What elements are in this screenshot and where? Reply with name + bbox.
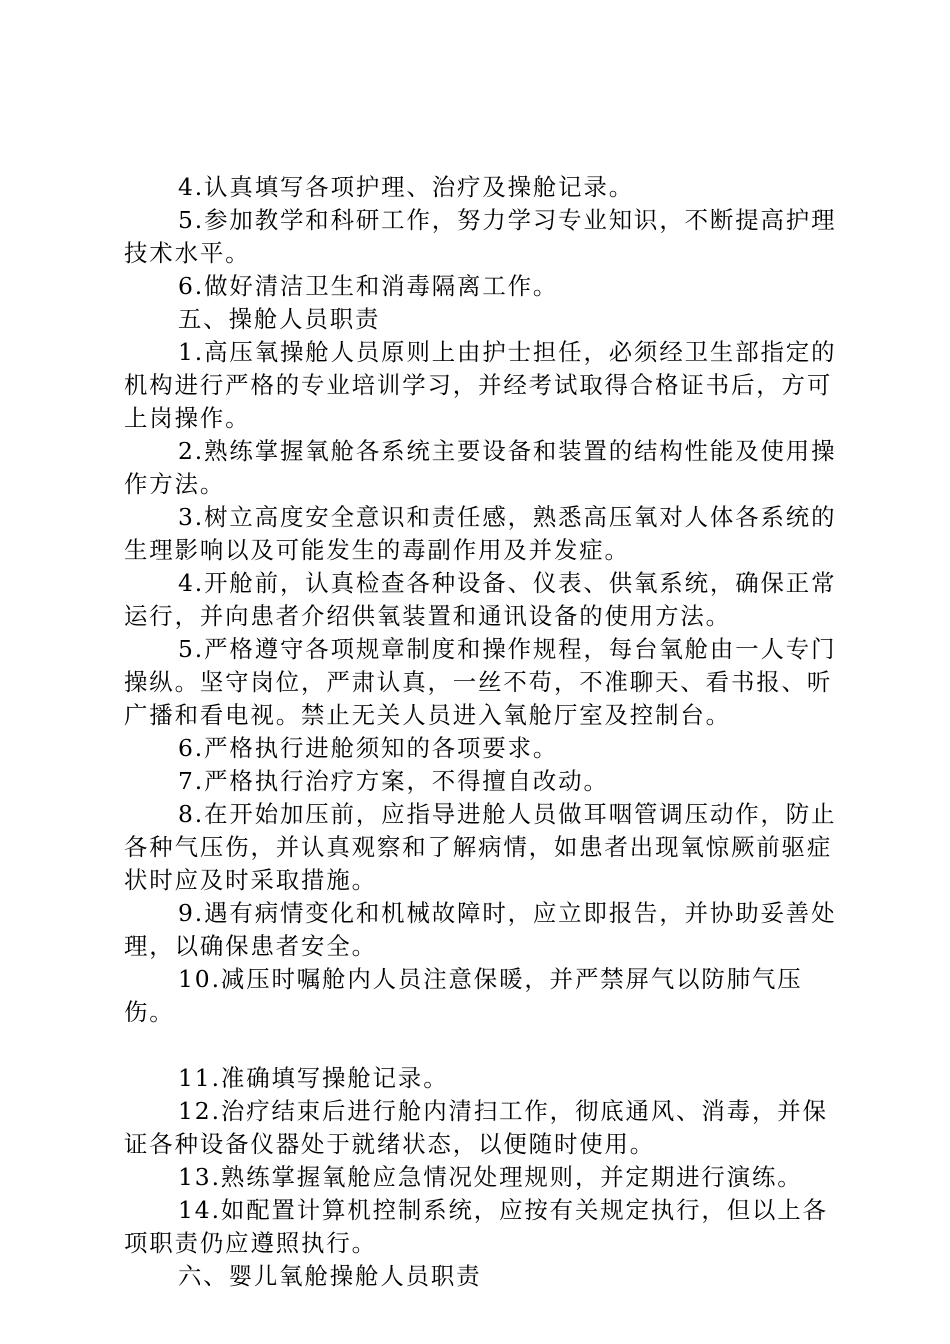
paragraph-duty-1: 1.高压氧操舱人员原则上由护士担任，必须经卫生部指定的机构进行严格的专业培训学习，并经考试取得合格证书后，方可上岗操作。 bbox=[124, 338, 837, 432]
paragraph-duty-3: 3.树立高度安全意识和责任感，熟悉高压氧对人体各系统的生理影响以及可能发生的毒副作用及并发症。 bbox=[124, 503, 837, 564]
paragraph-duty-2: 2.熟练掌握氧舱各系统主要设备和装置的结构性能及使用操作方法。 bbox=[124, 437, 837, 498]
section-heading-6: 六、婴儿氧舱操舱人员职责 bbox=[178, 1262, 482, 1290]
paragraph-duty-13: 13.熟练掌握氧舱应急情况处理规则，并定期进行演练。 bbox=[178, 1163, 803, 1191]
paragraph-duty-5: 5.严格遵守各项规章制度和操作规程，每台氧舱由一人专门操纵。坚守岗位，严肃认真，一丝不苟，不准聊天、看书报、听广播和看电视。禁止无关人员进入氧舱厅室及控制台。 bbox=[124, 635, 837, 729]
document-body bbox=[124, 171, 840, 1293]
paragraph-duty-9: 9.遇有病情变化和机械故障时，应立即报告，并协助妥善处理，以确保患者安全。 bbox=[124, 899, 837, 960]
paragraph-duty-12: 12.治疗结束后进行舱内清扫工作，彻底通风、消毒，并保证各种设备仪器处于就绪状态，以便随时使用。 bbox=[124, 1097, 828, 1158]
section-heading-5: 五、操舱人员职责 bbox=[178, 305, 381, 333]
paragraph-duty-10: 10.减压时嘱舱内人员注意保暖，并严禁屏气以防肺气压伤。 bbox=[124, 965, 803, 1026]
paragraph-duty-14: 14.如配置计算机控制系统，应按有关规定执行，但以上各项职责仍应遵照执行。 bbox=[124, 1196, 828, 1257]
paragraph-item-6-hygiene: 6.做好清洁卫生和消毒隔离工作。 bbox=[178, 272, 559, 300]
paragraph-duty-7: 7.严格执行治疗方案，不得擅自改动。 bbox=[178, 767, 609, 795]
paragraph-duty-4: 4.开舱前，认真检查各种设备、仪表、供氧系统，确保正常运行，并向患者介绍供氧装置和通讯设备的使用方法。 bbox=[124, 569, 837, 630]
paragraph-duty-8: 8.在开始加压前，应指导进舱人员做耳咽管调压动作，防止各种气压伤，并认真观察和了解病情，如患者出现氧惊厥前驱症状时应及时采取措施。 bbox=[124, 800, 837, 894]
paragraph-item-5-teaching: 5.参加教学和科研工作，努力学习专业知识，不断提高护理技术水平。 bbox=[124, 206, 837, 267]
blank-line bbox=[124, 1029, 840, 1062]
paragraph-item-4-records: 4.认真填写各项护理、治疗及操舱记录。 bbox=[178, 173, 635, 201]
paragraph-duty-6: 6.严格执行进舱须知的各项要求。 bbox=[178, 734, 559, 762]
paragraph-duty-11: 11.准确填写操舱记录。 bbox=[178, 1064, 449, 1092]
